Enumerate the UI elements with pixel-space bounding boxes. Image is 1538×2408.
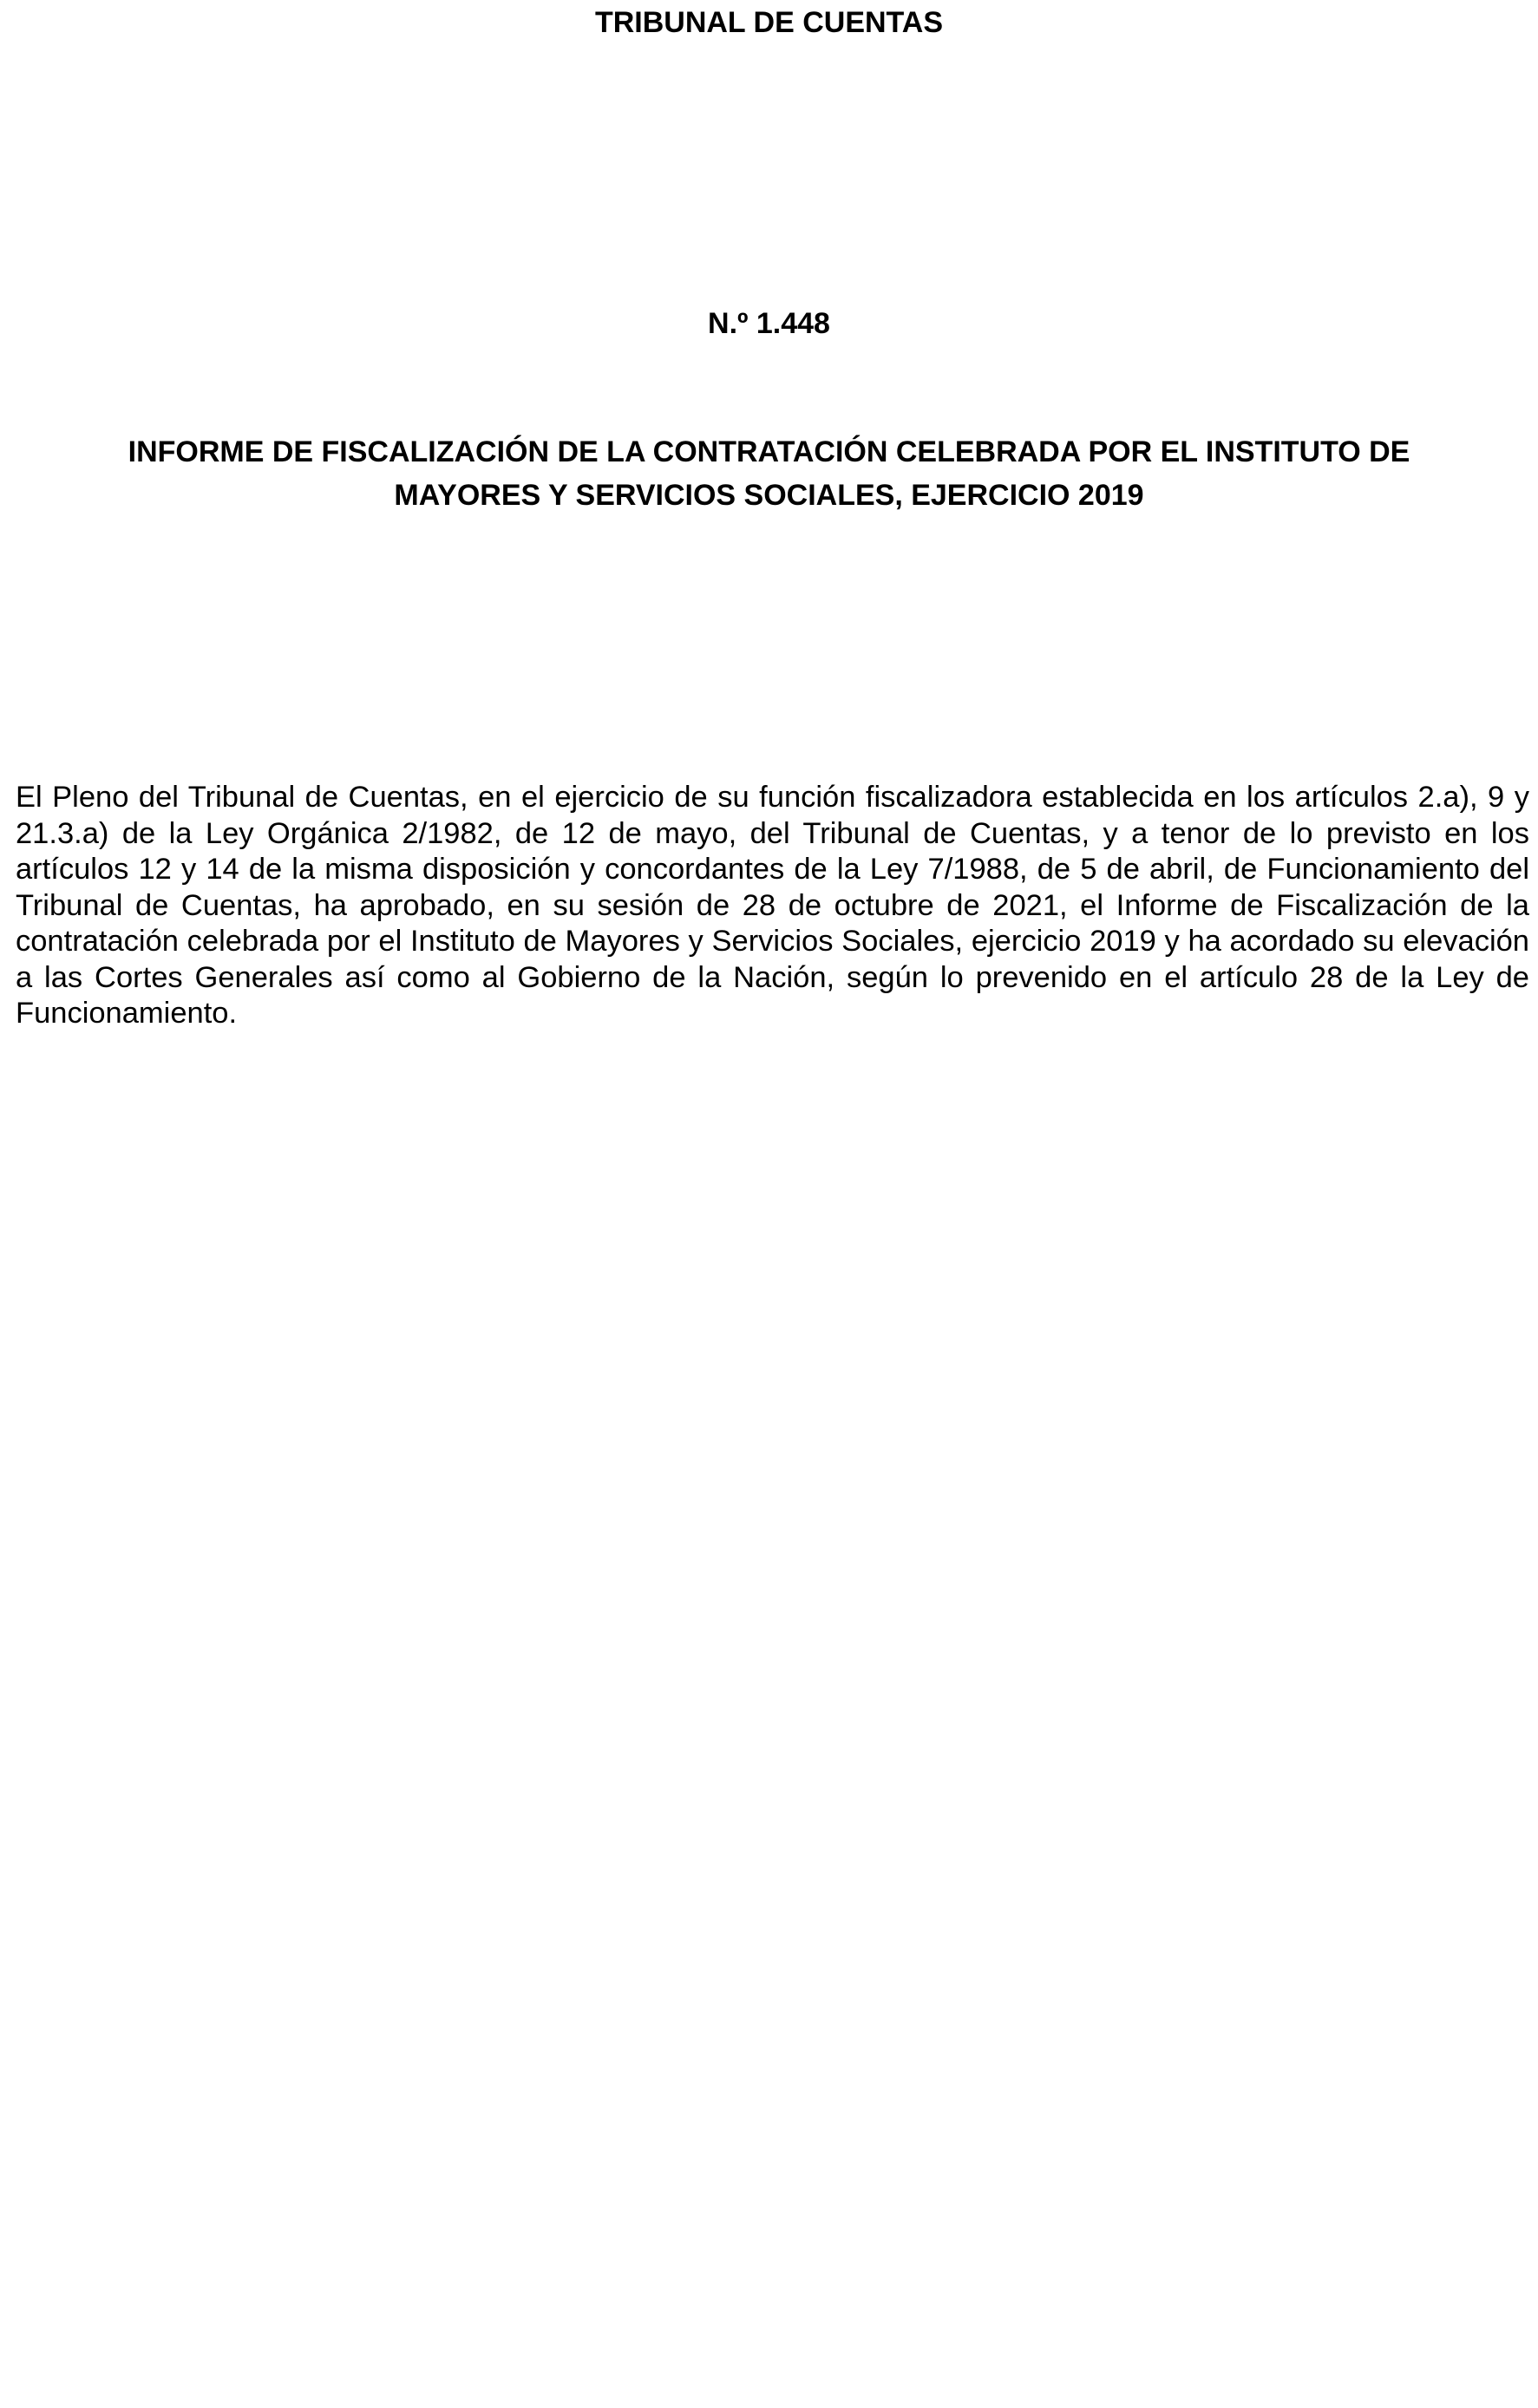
institution-header: TRIBUNAL DE CUENTAS [594, 6, 944, 39]
report-title [52, 430, 1486, 517]
report-number: N.º 1.448 [708, 307, 830, 340]
report-title-line-2: MAYORES Y SERVICIOS SOCIALES, EJERCICIO 2019 [394, 479, 1144, 512]
report-title-line-1: INFORME DE FISCALIZACIÓN DE LA CONTRATACIÓN CELEBRADA POR EL INSTITUTO DE [128, 435, 1410, 468]
approval-paragraph: El Pleno del Tribunal de Cuentas, en el ejercicio de su función fiscalizadora establecida en los artículos 2.a), 9 y 21.3.a) de la Ley Orgánica 2/1982, de 12 de mayo, del Tribunal de Cuentas, y a tenor de lo previsto en los artículos 12 y 14 de la misma disposición y concordantes de la Ley 7/1988, de 5 de abril, de Funcionamiento del Tribunal de Cuentas, ha aprobado, en su sesión de 28 de octubre de 2021, el Informe de Fiscalización de la contratación celebrada por el Instituto de Mayores y Servicios Sociales, ejercicio 2019 y ha acordado su elevación a las Cortes Generales así como al Gobierno de la Nación, según lo prevenido en el artículo 28 de la Ley de Funcionamiento. [16, 781, 1529, 1030]
